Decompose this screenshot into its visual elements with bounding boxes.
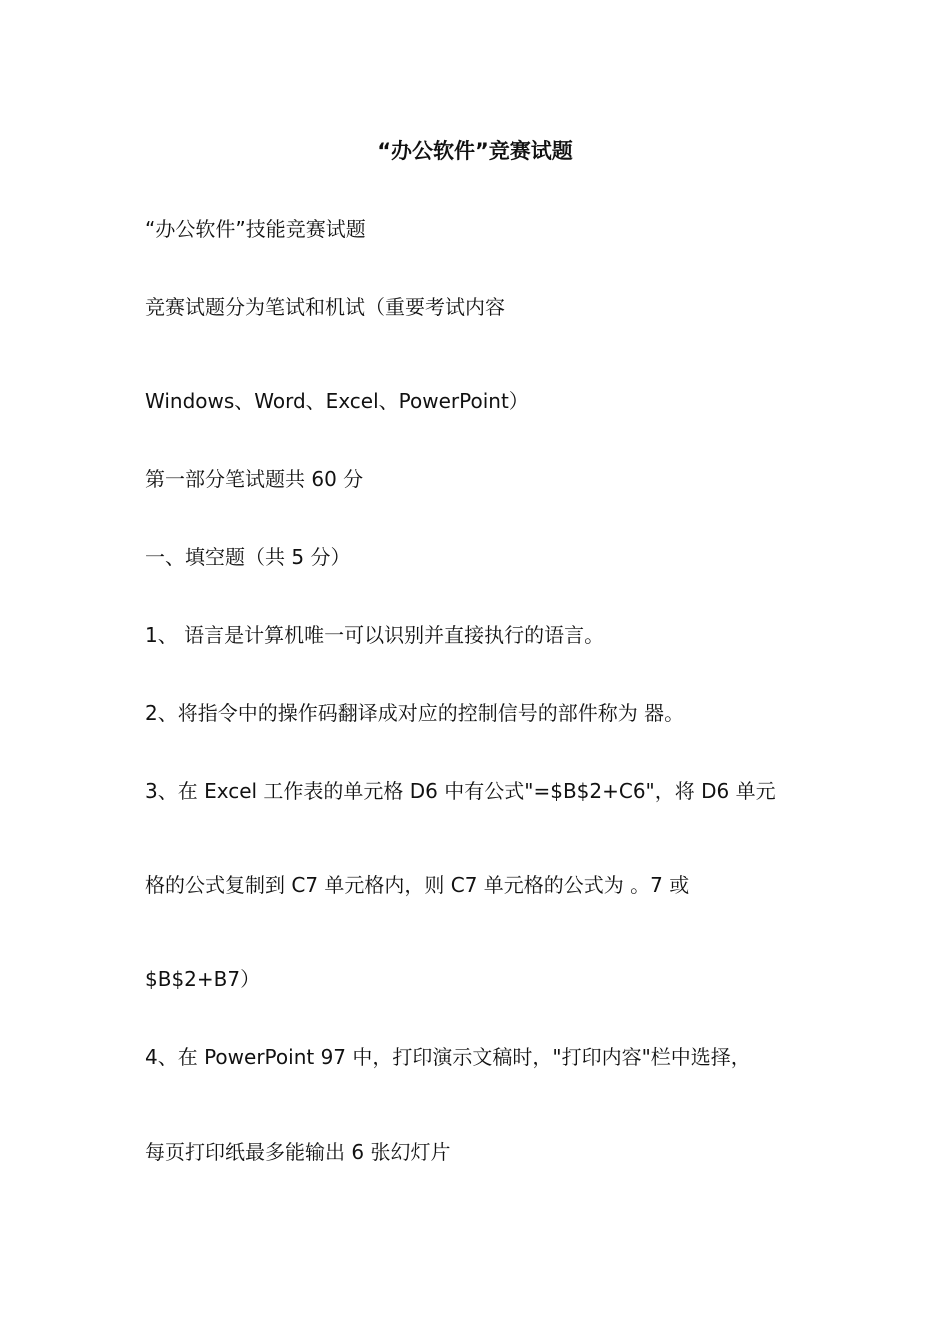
paragraph-line: 竞赛试题分为笔试和机试（重要考试内容 <box>145 295 505 319</box>
question-line: 每页打印纸最多能输出 6 张幻灯片 <box>145 1140 451 1164</box>
question-line: 4、在 PowerPoint 97 中，打印演示文稿时，"打印内容"栏中选择， <box>145 1045 751 1069</box>
subtitle-line: “办公软件”技能竞赛试题 <box>145 217 366 241</box>
section-heading: 一、填空题（共 5 分） <box>145 545 351 569</box>
section-heading: 第一部分笔试题共 60 分 <box>145 467 364 491</box>
question-line: 1、 语言是计算机唯一可以识别并直接执行的语言。 <box>145 623 605 647</box>
question-line: 2、将指令中的操作码翻译成对应的控制信号的部件称为 器。 <box>145 701 685 725</box>
question-line: 格的公式复制到 C7 单元格内，则 C7 单元格的公式为 。7 或 <box>145 873 690 897</box>
paragraph-line: Windows、Word、Excel、PowerPoint） <box>145 389 529 413</box>
question-line: 3、在 Excel 工作表的单元格 D6 中有公式"=$B$2+C6"，将 D6 单元 <box>145 779 776 803</box>
document-title: “办公软件”竞赛试题 <box>377 139 573 163</box>
question-line: $B$2+B7） <box>145 967 261 991</box>
